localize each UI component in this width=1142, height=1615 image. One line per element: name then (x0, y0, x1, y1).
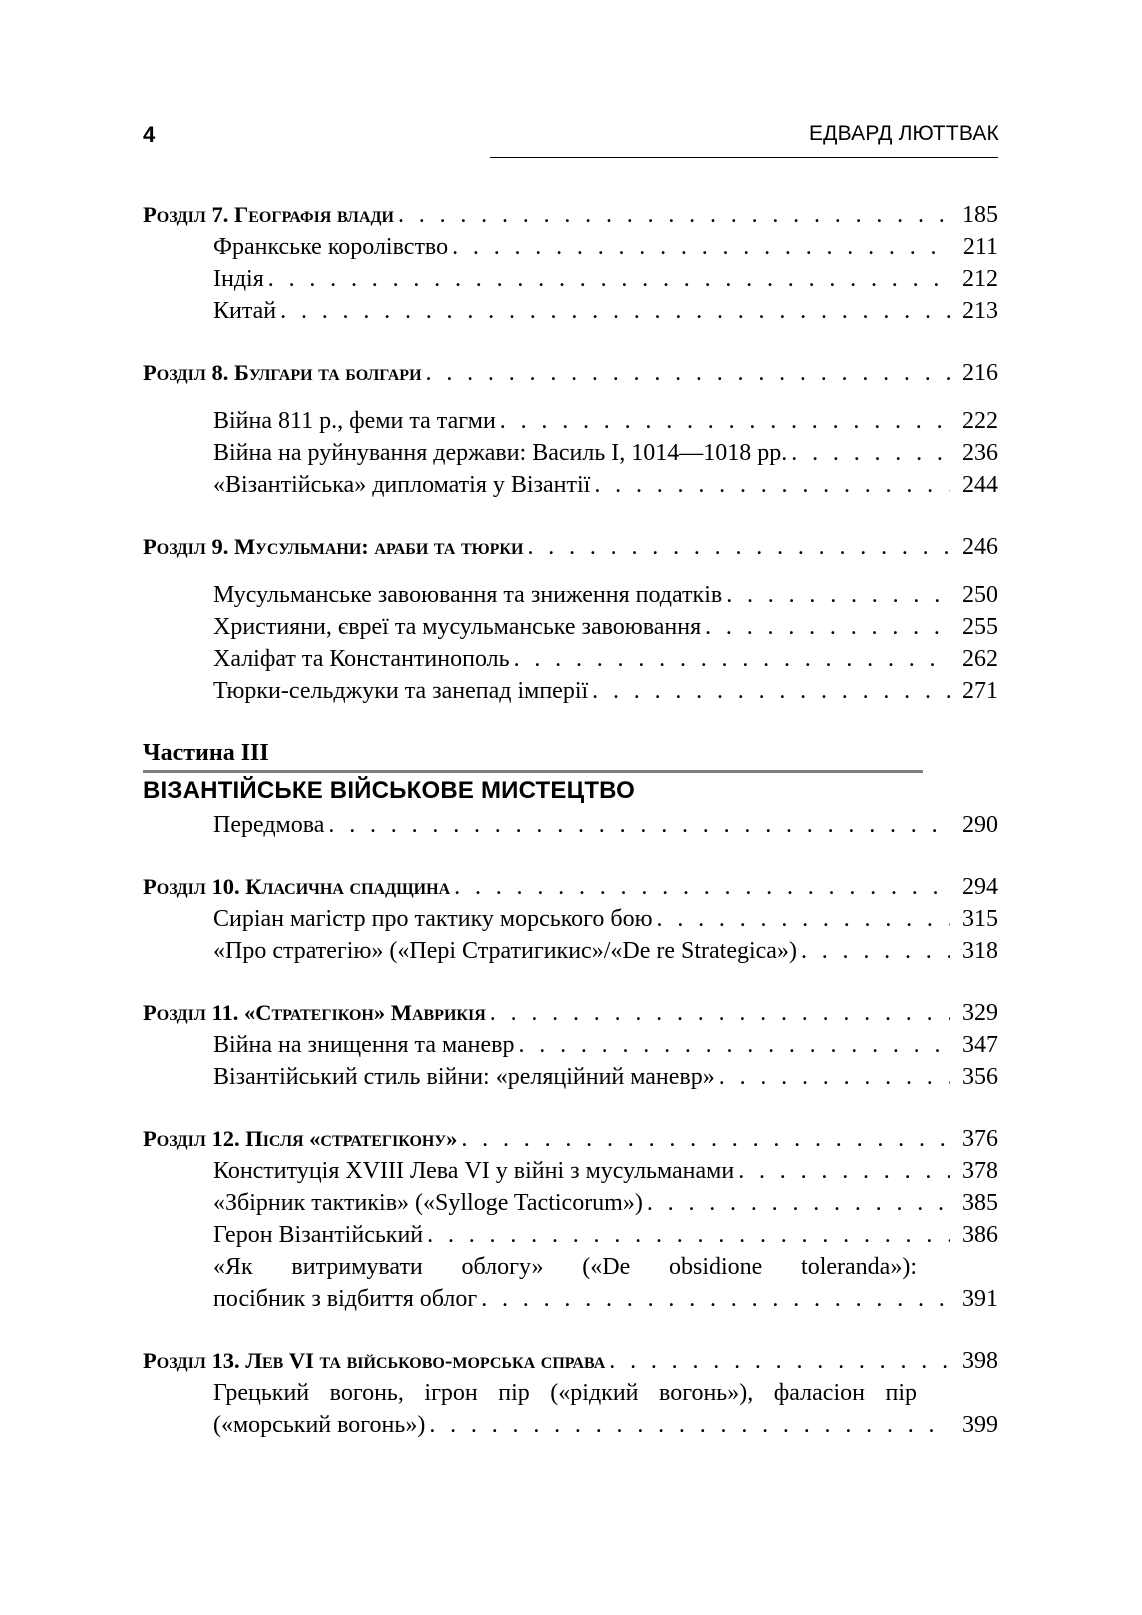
toc-item[interactable] (143, 1187, 998, 1219)
item-title: Мусульманське завоювання та зниження податків (213, 582, 723, 608)
chapter-title: Розділ 9. Мусульмани: араби та тюрки (143, 534, 524, 559)
page-ref: 399 (962, 1412, 998, 1438)
chapter-title: Розділ 13. Лев VI та військово-морська справа (143, 1348, 606, 1373)
dot-leader (518, 1029, 950, 1061)
page-ref: 271 (962, 678, 998, 704)
item-title: Індія (213, 266, 264, 292)
dot-leader (429, 1409, 950, 1441)
toc-item-wrapped[interactable] (143, 1377, 998, 1441)
dot-leader (726, 579, 950, 611)
dot-leader (452, 231, 950, 263)
dot-leader (328, 809, 950, 841)
page-ref: 250 (962, 582, 998, 608)
toc-item-preface[interactable] (143, 809, 998, 841)
item-title: «Збірник тактиків» («Sylloge Tacticorum») (213, 1190, 643, 1216)
toc-item[interactable] (143, 263, 998, 295)
dot-leader (647, 1187, 950, 1219)
toc-chapter-11[interactable] (143, 997, 998, 1029)
dot-leader (592, 675, 950, 707)
item-title: Християни, євреї та мусульманське завоювання (213, 614, 702, 640)
page-ref: 347 (962, 1032, 998, 1058)
dot-leader (791, 437, 950, 469)
dot-leader (268, 263, 950, 295)
chapter-title: Розділ 7. Географія влади (143, 202, 394, 227)
toc-item[interactable] (143, 405, 998, 437)
page-ref: 294 (962, 874, 998, 900)
dot-leader (514, 643, 950, 675)
page-ref: 329 (962, 1000, 998, 1026)
dot-leader (738, 1155, 950, 1187)
item-title: Передмова (213, 812, 325, 838)
toc-item[interactable] (143, 1061, 998, 1093)
page-ref: 290 (962, 812, 998, 838)
toc-chapter-13[interactable] (143, 1345, 998, 1377)
page-ref: 246 (962, 534, 998, 560)
item-title: Франкське королівство (213, 234, 449, 260)
dot-leader (801, 935, 950, 967)
chapter-title: Розділ 10. Класична спадщина (143, 874, 451, 899)
toc-item[interactable] (143, 643, 998, 675)
toc-item[interactable] (143, 1029, 998, 1061)
running-head: ЕДВАРД ЛЮТТВАК (808, 122, 999, 145)
page-ref: 262 (962, 646, 998, 672)
page-ref: 255 (962, 614, 998, 640)
dot-leader (454, 871, 950, 903)
item-title: Герон Візантійський (213, 1222, 424, 1248)
page-ref: 356 (962, 1064, 998, 1090)
page-ref: 236 (962, 440, 998, 466)
item-title: «Про стратегію» («Пері Стратигикис»/«De re Strategica») (213, 938, 797, 964)
toc-item[interactable] (143, 611, 998, 643)
page-ref: 185 (962, 202, 998, 228)
dot-leader (705, 611, 950, 643)
page-number: 4 (143, 122, 156, 147)
item-title: Війна 811 р., феми та тагми (213, 408, 496, 434)
table-of-contents (143, 199, 998, 1441)
dot-leader (594, 469, 950, 501)
toc-item[interactable] (143, 231, 998, 263)
item-title-line-1: Грецький вогонь, ігрон пір («рідкий вогонь»), фаласіон пір (213, 1380, 917, 1406)
dot-leader (609, 1345, 950, 1377)
toc-chapter-12[interactable] (143, 1123, 998, 1155)
page-ref: 315 (962, 906, 998, 932)
item-title: Сиріан магістр про тактику морського бою (213, 906, 653, 932)
toc-item[interactable] (143, 935, 998, 967)
page-ref: 378 (962, 1158, 998, 1184)
toc-item-wrapped[interactable] (143, 1251, 998, 1315)
toc-chapter-9[interactable] (143, 531, 998, 563)
dot-leader (657, 903, 950, 935)
page-ref: 222 (962, 408, 998, 434)
dot-leader (527, 531, 950, 563)
dot-leader (481, 1283, 950, 1315)
toc-item[interactable] (143, 1155, 998, 1187)
dot-leader (280, 295, 950, 327)
dot-leader (719, 1061, 950, 1093)
page-ref: 376 (962, 1126, 998, 1152)
page-ref: 213 (962, 298, 998, 324)
dot-leader (500, 405, 950, 437)
part-title: ВІЗАНТІЙСЬКЕ ВІЙСЬКОВЕ МИСТЕЦТВО (143, 777, 635, 804)
toc-item[interactable] (143, 903, 998, 935)
toc-chapter-8[interactable] (143, 357, 998, 389)
toc-chapter-10[interactable] (143, 871, 998, 903)
chapter-title: Розділ 8. Булгари та болгари (143, 360, 422, 385)
toc-item[interactable] (143, 675, 998, 707)
toc-item[interactable] (143, 579, 998, 611)
page-ref: 244 (962, 472, 998, 498)
page-ref: 216 (962, 360, 998, 386)
dot-leader (426, 357, 950, 389)
toc-item[interactable] (143, 469, 998, 501)
toc-item[interactable] (143, 295, 998, 327)
page-ref: 212 (962, 266, 998, 292)
item-title: Конституція XVIII Лева VI у війні з мусульманами (213, 1158, 735, 1184)
page-ref: 318 (962, 938, 998, 964)
toc-chapter-7[interactable] (143, 199, 998, 231)
item-title: Китай (213, 298, 277, 324)
page-ref: 385 (962, 1190, 998, 1216)
item-title: Халіфат та Константинополь (213, 646, 510, 672)
chapter-title: Розділ 12. Після «стратегікону» (143, 1126, 458, 1151)
page-ref: 211 (962, 234, 998, 260)
dot-leader (490, 997, 950, 1029)
item-title-line-2: посібник з відбиття облог (213, 1286, 478, 1312)
item-title-line-1: «Як витримувати облогу» («De obsidione toleranda»): (213, 1254, 917, 1280)
item-title: Війна на руйнування держави: Василь I, 1014—1018 рр. (213, 440, 788, 466)
item-title-line-2: («морський вогонь») (213, 1412, 426, 1438)
part-label: Частина III (143, 740, 269, 766)
page-ref: 386 (962, 1222, 998, 1248)
page-ref: 398 (962, 1348, 998, 1374)
item-title: Візантійський стиль війни: «реляційний маневр» (213, 1064, 715, 1090)
dot-leader (427, 1219, 950, 1251)
dot-leader (461, 1123, 950, 1155)
toc-item[interactable] (143, 1219, 998, 1251)
chapter-title: Розділ 11. «Стратегікон» Маврикія (143, 1000, 486, 1025)
toc-item[interactable] (143, 437, 998, 469)
item-title: «Візантійська» дипломатія у Візантії (213, 472, 591, 498)
dot-leader (398, 199, 950, 231)
header-rule (490, 157, 998, 158)
page-ref: 391 (962, 1286, 998, 1312)
item-title: Тюрки-сельджуки та занепад імперії (213, 678, 589, 704)
item-title: Війна на знищення та маневр (213, 1032, 515, 1058)
